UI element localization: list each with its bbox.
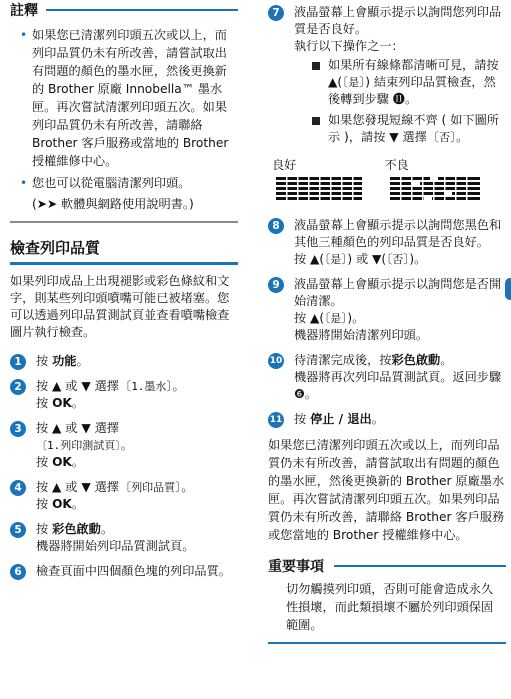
- step-number: 9: [268, 277, 284, 293]
- notice-item: • 您也可以從電腦清潔列印頭。: [32, 174, 238, 192]
- step-11: [268, 411, 506, 428]
- left-steps: [10, 353, 238, 580]
- step-5: [10, 521, 238, 555]
- step-1: [10, 353, 238, 370]
- step-text: 按 功能。: [36, 353, 89, 368]
- step-text: 按 停止 / 退出。: [294, 412, 384, 426]
- notice-list: [10, 26, 238, 192]
- step-7-options: [312, 57, 506, 146]
- important-bottom-rule: [268, 642, 506, 644]
- notice-bottom-rule: [10, 221, 238, 223]
- notice-header: [10, 0, 238, 20]
- section-title: 檢查列印品質: [10, 238, 101, 257]
- left-column: [10, 0, 238, 588]
- step-text: 檢查頁面中四個顏色塊的列印品質。: [36, 563, 231, 578]
- step-number: 2: [10, 379, 26, 395]
- step-text: 待清潔完成後，按彩色啟動。 機器將再次列印品質測試頁。返回步驟 ❻。: [294, 353, 502, 401]
- quality-samples: [276, 177, 506, 203]
- good-sample-image: [276, 177, 362, 203]
- step-number: 1: [10, 354, 26, 370]
- right-column: [268, 0, 506, 644]
- step-number: 11: [268, 412, 284, 428]
- right-steps: [268, 217, 506, 428]
- quality-good-label: 良好: [272, 158, 297, 172]
- step-text: 按 彩色啟動。 機器將開始列印品質測試頁。: [36, 521, 195, 553]
- section-bar: [10, 262, 238, 265]
- important-title: 重要事項: [268, 559, 324, 575]
- step-text: 按 ▲ 或 ▼ 選擇〔1.墨水〕。 按 OK。: [36, 378, 185, 410]
- section-intro: 如果列印成品上出現褪影或彩色條紋和文字，則某些列印頭噴嘴可能已被堵塞。您可以透過列印品質測試頁並查看噴嘴檢查圖片執行檢查。: [10, 273, 230, 339]
- notice-title: 註釋: [10, 3, 38, 19]
- step-number: 10: [268, 353, 284, 369]
- step-number: 6: [10, 564, 26, 580]
- notice-subnote: (➤➤ 軟體與網路使用說明書。): [32, 197, 194, 211]
- step-number: 7: [268, 5, 284, 21]
- step-6: [10, 563, 238, 580]
- step-text: 按 ▲ 或 ▼ 選擇〔列印品質〕。 按 OK。: [36, 479, 194, 511]
- step-7: [268, 4, 506, 146]
- step-7-option: 如果您發現短線不齊 ( 如下圖所示 )，請按 ▼ 選擇〔否〕。: [312, 112, 506, 146]
- step-number: 3: [10, 421, 26, 437]
- notice-rule: [46, 9, 238, 11]
- quality-labels: [272, 156, 506, 173]
- step-text: 按 ▲ 或 ▼ 選擇 〔1.列印測試頁〕。 按 OK。: [36, 420, 133, 469]
- bad-sample-image: [390, 177, 480, 203]
- step-7-option: 如果所有線條都清晰可見，請按 ▲(〔是〕) 結束列印品質檢查，然後轉到步驟 ⓫。: [312, 57, 506, 108]
- step-3: [10, 420, 238, 471]
- important-rule: [334, 565, 506, 567]
- notice-item: • 如果您已清潔列印頭五次或以上，而列印品質仍未有所改善，請嘗試取出有問題的顏色的墨水匣，然後更換新的 Brother 原廠 Innobella™ 墨水匣。再次嘗試清潔列印頭五次。如果列印品質仍未有所改善，請聯絡 Brother 客戶服務或當地的 Brother 授權維修中心。: [32, 26, 238, 170]
- closing-text: 如果您已清潔列印頭五次或以上，而列印品質仍未有所改善，請嘗試取出有問題的顏色的墨水匣，然後更換新的 Brother 原廠墨水匣。再次嘗試清潔列印頭五次。如果列印品質仍未有所改善，請聯絡 Brother 客戶服務或您當地的 Brother 授權維修中心。: [268, 438, 505, 542]
- step-text: 液晶螢幕上會顯示提示以詢問您黑色和其他三種顏色的列印品質是否良好。 按 ▲(〔是〕) 或 ▼(〔否〕)。: [294, 218, 502, 266]
- step-9: [268, 276, 506, 344]
- step-number: 8: [268, 218, 284, 234]
- step-2: [10, 378, 238, 412]
- important-header: [268, 556, 506, 576]
- step-number: 4: [10, 480, 26, 496]
- step-7-text: 液晶螢幕上會顯示提示以詢問您列印品質是否良好。 執行以下操作之一：: [294, 5, 502, 53]
- step-text: 液晶螢幕上會顯示提示以詢問您是否開始清潔。 按 ▲(〔是〕)。 機器將開始清潔列印頭。: [294, 277, 502, 342]
- step-8: [268, 217, 506, 268]
- step-10: [268, 352, 506, 403]
- step-4: [10, 479, 238, 513]
- step-number: 5: [10, 522, 26, 538]
- quality-bad-label: 不良: [384, 158, 409, 172]
- important-body: 切勿觸摸列印頭，否則可能會造成永久性損壞，而此類損壞不屬於列印頭保固範圍。: [286, 582, 494, 632]
